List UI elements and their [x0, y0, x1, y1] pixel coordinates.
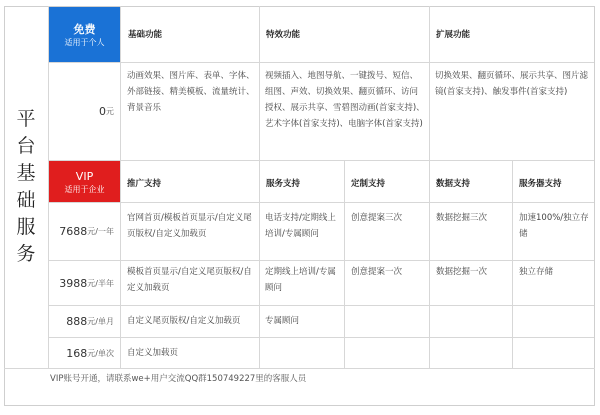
free-price-value: 0 — [99, 105, 106, 118]
vip-price-value: 7688 — [59, 225, 88, 238]
free-tier-badge — [49, 7, 120, 62]
vip-price-unit: 元/一年 — [87, 227, 114, 236]
vip-cell-promotion: 模板首页显示/自定义尾页版权/自定义加载页 — [127, 267, 252, 293]
vip-price — [49, 203, 120, 260]
side-title-char: 平 — [16, 108, 36, 130]
divider — [48, 160, 594, 161]
vip-cell-data: 数据挖掘一次 — [436, 267, 488, 277]
side-title-char: 基 — [16, 162, 36, 184]
free-tier-title: 免费 — [73, 22, 96, 36]
vip-header: 数据支持 — [436, 179, 471, 189]
footer-note: VIP账号开通，请联系we+用户交流QQ群150749227里的客服人员 — [50, 374, 307, 384]
vip-cell-server: 加速100%/独立存储 — [519, 213, 589, 239]
free-header: 基础功能 — [128, 30, 163, 40]
vip-price — [49, 306, 120, 337]
vip-cell-data: 数据挖掘三次 — [436, 213, 488, 223]
divider — [120, 6, 121, 368]
side-title — [4, 6, 48, 368]
divider — [429, 6, 430, 160]
divider — [48, 305, 594, 306]
vip-price-value: 168 — [66, 346, 88, 360]
vip-tier-subtitle: 适用于企业 — [64, 184, 105, 194]
vip-tier-title: VIP — [75, 169, 94, 183]
divider — [48, 260, 594, 261]
divider — [48, 202, 594, 203]
side-title-char: 务 — [16, 243, 36, 265]
divider — [4, 368, 595, 369]
vip-price-value: 888 — [66, 315, 88, 328]
free-tier-subtitle: 适用于个人 — [64, 37, 105, 47]
vip-cell-promotion: 自定义加载页 — [127, 348, 179, 358]
side-title-char: 础 — [16, 189, 36, 211]
vip-price-unit: 元/半年 — [87, 278, 114, 288]
vip-price-unit: 元/单次 — [87, 348, 114, 358]
vip-tier-badge — [49, 161, 120, 202]
free-price — [49, 63, 120, 160]
divider — [48, 337, 594, 338]
free-header: 扩展功能 — [436, 30, 471, 40]
vip-header: 服务支持 — [266, 179, 301, 189]
divider — [259, 6, 260, 368]
vip-cell-service: 定期线上培训/专属顾问 — [265, 267, 336, 293]
side-title-char: 台 — [16, 135, 36, 157]
vip-price — [49, 338, 120, 368]
vip-cell-custom: 创意提案三次 — [351, 213, 403, 223]
free-price-unit: 元 — [106, 107, 114, 116]
vip-cell-promotion: 自定义尾页版权/自定义加载页 — [127, 316, 241, 326]
vip-cell-server: 独立存储 — [519, 267, 554, 277]
vip-cell-service: 电话支持/定期线上培训/专属顾问 — [265, 213, 336, 239]
free-header: 特效功能 — [266, 30, 301, 40]
free-feature-effects: 视频插入、地图导航、一键拨号、短信、组图、声效、切换效果、翻页循环、访问授权、展示共享、雪碧图动画(首家支持)、艺术字体(首家支持)、电脑字体(首家支持) — [265, 71, 425, 129]
free-feature-extension: 切换效果、翻页循环、展示共享、图片滤镜(首家支持)、触发事件(首家支持) — [435, 71, 589, 97]
vip-header: 推广支持 — [127, 179, 162, 189]
vip-price-value: 3988 — [59, 276, 88, 290]
vip-cell-custom: 创意提案一次 — [351, 267, 403, 277]
vip-price — [49, 261, 120, 305]
vip-cell-service: 专属顾问 — [265, 316, 300, 326]
vip-cell-promotion: 官网首页/模板首页显示/自定义尾页版权/自定义加载页 — [127, 213, 252, 239]
vip-header: 定制支持 — [351, 179, 386, 189]
divider — [48, 62, 594, 63]
vip-price-unit: 元/单月 — [87, 317, 114, 326]
side-title-char: 服 — [16, 216, 36, 238]
free-feature-basic: 动画效果、图片库、表单、字体、外部链接、精美模板、流量统计、背景音乐 — [127, 71, 255, 113]
vip-header: 服务器支持 — [519, 179, 562, 189]
